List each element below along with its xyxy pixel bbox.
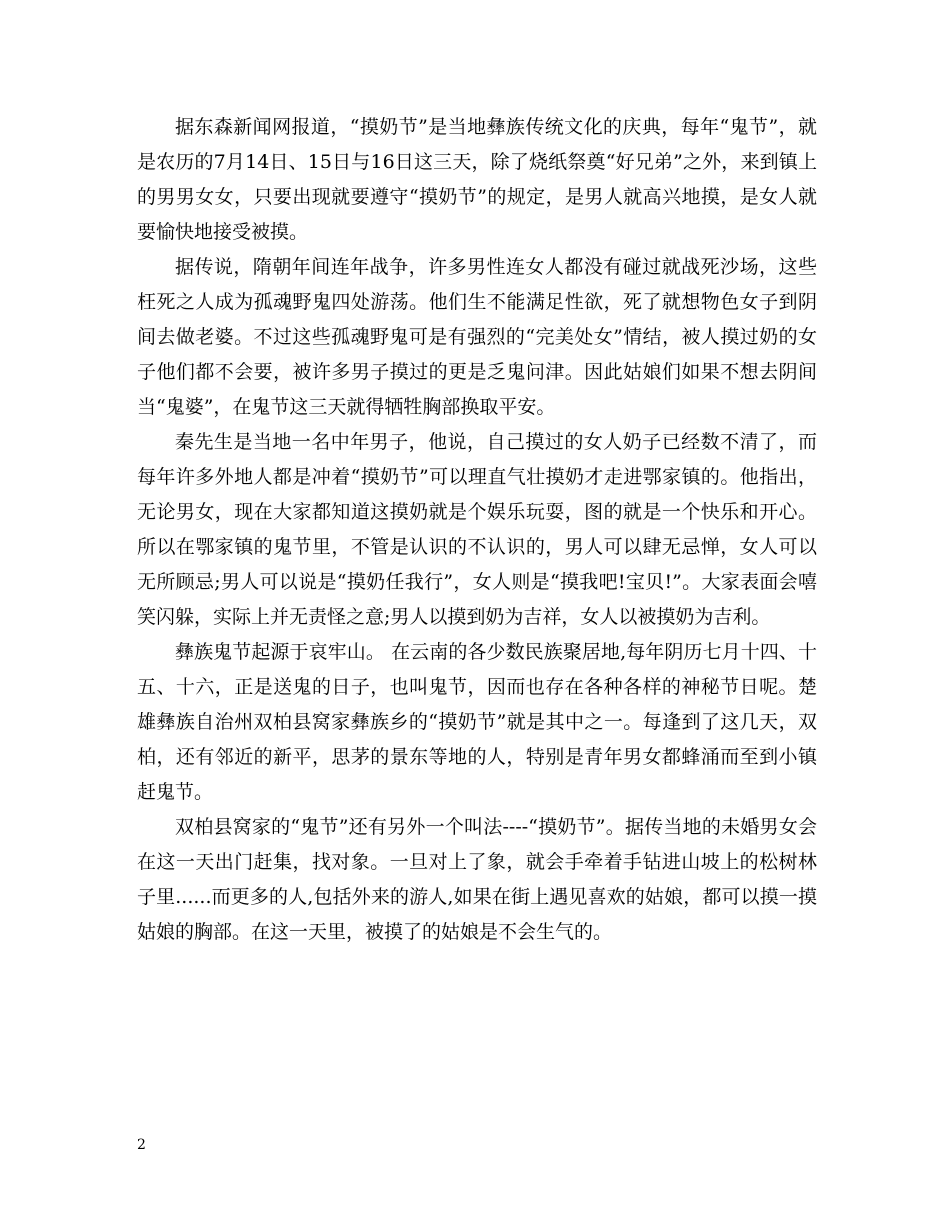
paragraph-5: 双柏县窝家的“鬼节”还有另外一个叫法----“摸奶节”。据传当地的未婚男女会在这一天出门赶集，找对象。一旦对上了象，就会手牵着手钻进山坡上的松树林子里......而更多的人,包括外来的游人,如果在街上遇见喜欢的姑娘，都可以摸一摸姑娘的胸部。在这一天里，被摸了的姑娘是不会生气的。	[137, 816, 817, 943]
paragraph-4: 彝族鬼节起源于哀牢山。 在云南的各少数民族聚居地,每年阴历七月十四、十五、十六，正是送鬼的日子，也叫鬼节，因而也存在各种各样的神秘节日呢。楚雄彝族自治州双柏县窝家彝族乡的“摸奶节”就是其中之一。每逢到了这几天，双柏，还有邻近的新平，思茅的景东等地的人，特别是青年男女都蜂涌而至到小镇赶鬼节。	[137, 641, 817, 803]
paragraph-1: 据东森新闻网报道，“摸奶节”是当地彝族传统文化的庆典，每年“鬼节”，就是农历的7月14日、15日与16日这三天，除了烧纸祭奠“好兄弟”之外，来到镇上的男男女女，只要出现就要遵守“摸奶节”的规定，是男人就高兴地摸，是女人就要愉快地接受被摸。	[137, 116, 817, 243]
paragraph-3: 秦先生是当地一名中年男子，他说，自己摸过的女人奶子已经数不清了，而每年许多外地人都是冲着“摸奶节”可以理直气壮摸奶才走进鄂家镇的。他指出，无论男女，现在大家都知道这摸奶就是个娱乐玩耍，图的就是一个快乐和开心。所以在鄂家镇的鬼节里，不管是认识的不认识的，男人可以肆无忌惮，女人可以无所顾忌;男人可以说是“摸奶任我行”，女人则是“摸我吧!宝贝!”。大家表面会嘻笑闪躲，实际上并无责怪之意;男人以摸到奶为吉祥，女人以被摸奶为吉利。	[137, 431, 817, 628]
page-number: 2	[137, 1137, 146, 1153]
document-body	[137, 110, 817, 950]
paragraph-2: 据传说，隋朝年间连年战争，许多男性连女人都没有碰过就战死沙场，这些枉死之人成为孤魂野鬼四处游荡。他们生不能满足性欲，死了就想物色女子到阴间去做老婆。不过这些孤魂野鬼可是有强烈的“完美处女”情结，被人摸过奶的女子他们都不会要，被许多男子摸过的更是乏鬼问津。因此姑娘们如果不想去阴间当“鬼婆”，在鬼节这三天就得牺牲胸部换取平安。	[137, 256, 817, 418]
